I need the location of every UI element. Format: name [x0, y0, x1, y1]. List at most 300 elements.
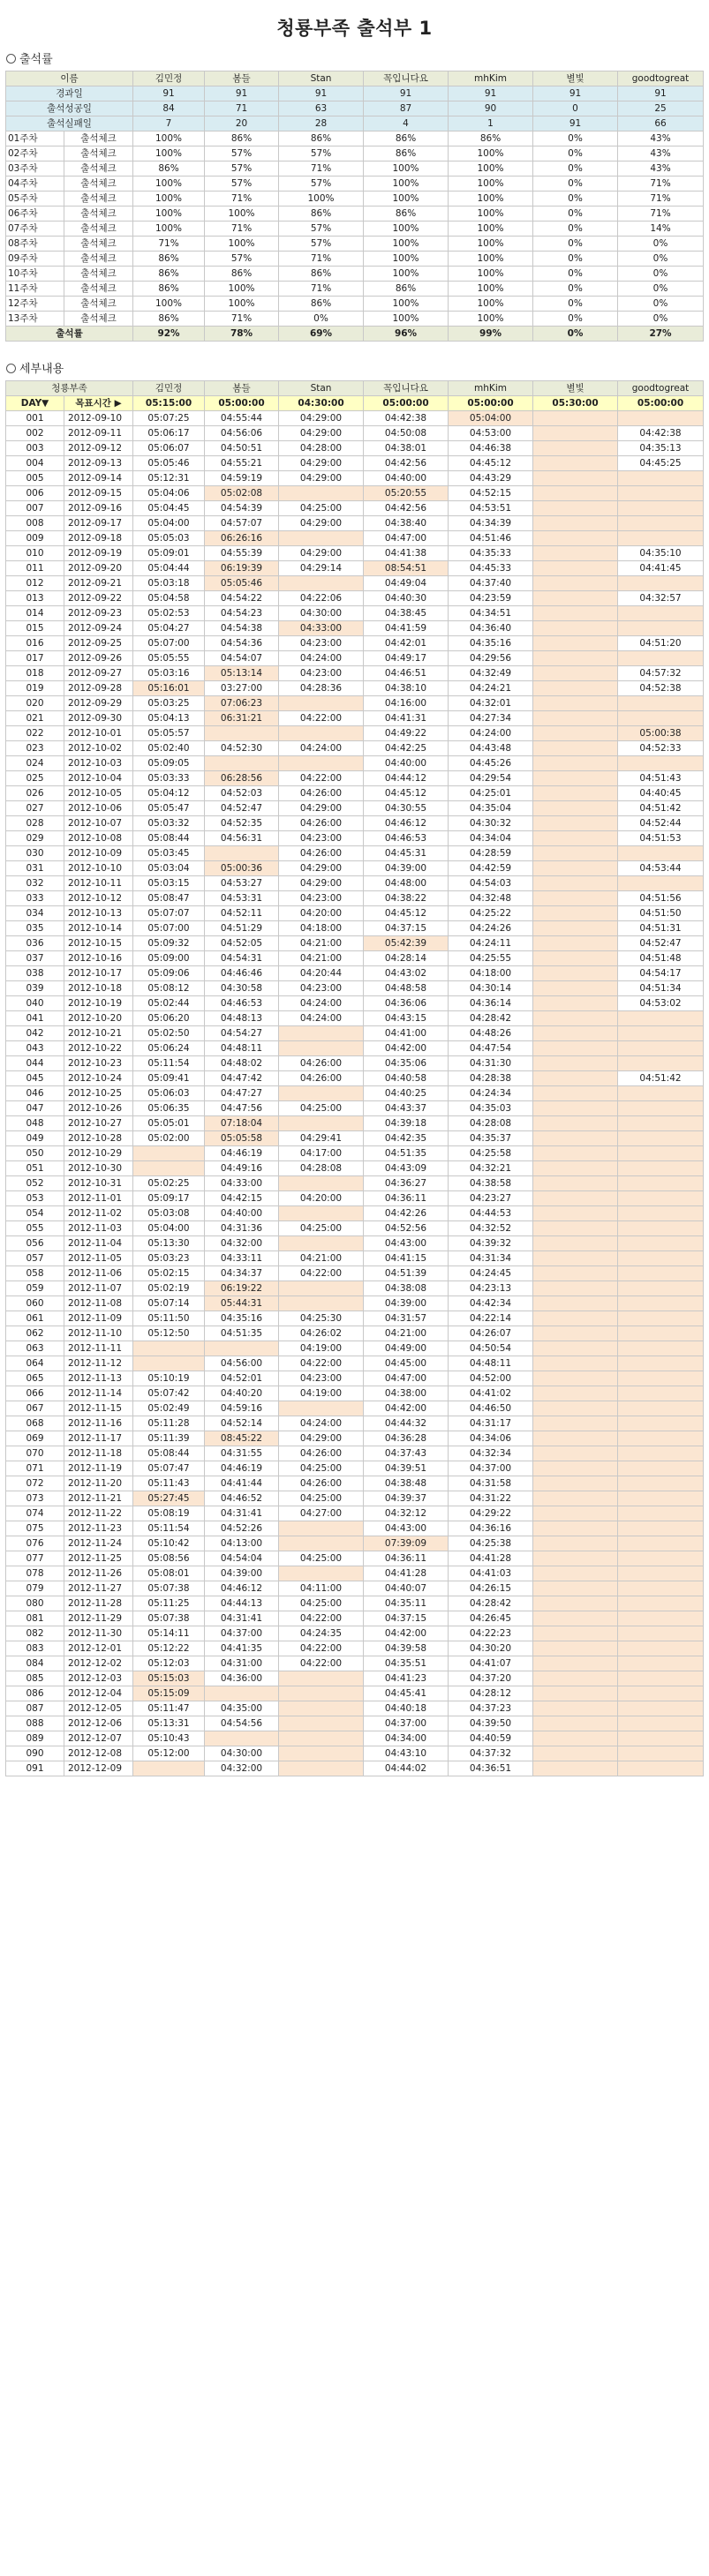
day-date: 2012-11-17 — [64, 1431, 133, 1446]
week-rate: 71% — [205, 312, 279, 327]
wake-time-cell: 04:43:10 — [364, 1746, 449, 1761]
wake-time-cell — [618, 1221, 704, 1236]
week-row — [6, 312, 704, 327]
wake-time-cell: 04:45:33 — [449, 561, 533, 576]
day-number: 034 — [6, 906, 64, 921]
wake-time-cell — [618, 651, 704, 666]
week-rate: 86% — [279, 267, 364, 282]
wake-time-cell — [533, 546, 618, 561]
wake-time-cell: 04:36:28 — [364, 1431, 449, 1446]
wake-time-cell — [533, 981, 618, 996]
day-row — [6, 1446, 704, 1461]
wake-time-cell: 04:38:08 — [364, 1281, 449, 1296]
wake-time-cell — [533, 441, 618, 456]
wake-time-cell: 04:28:42 — [449, 1596, 533, 1611]
week-rate: 100% — [205, 207, 279, 222]
day-row — [6, 1356, 704, 1371]
wake-time-cell — [533, 1341, 618, 1356]
wake-time-cell — [279, 1701, 364, 1716]
wake-time-cell — [205, 846, 279, 861]
wake-time-cell: 05:05:01 — [133, 1116, 205, 1131]
day-row — [6, 456, 704, 471]
wake-time-cell: 04:25:00 — [279, 1596, 364, 1611]
wake-time-cell: 04:36:27 — [364, 1176, 449, 1191]
wake-time-cell: 04:24:21 — [449, 681, 533, 696]
wake-time-cell: 04:46:52 — [205, 1491, 279, 1506]
wake-time-cell: 04:30:00 — [279, 606, 364, 621]
wake-time-cell: 04:31:41 — [205, 1611, 279, 1626]
wake-time-cell — [618, 1641, 704, 1656]
summary-header-member: 봄들 — [205, 71, 279, 86]
wake-time-cell: 04:49:22 — [364, 726, 449, 741]
day-number: 087 — [6, 1701, 64, 1716]
wake-time-cell — [618, 1326, 704, 1341]
day-date: 2012-09-12 — [64, 441, 133, 456]
wake-time-cell: 05:08:56 — [133, 1551, 205, 1566]
week-rate: 71% — [279, 252, 364, 267]
day-date: 2012-10-12 — [64, 891, 133, 906]
day-row — [6, 771, 704, 786]
goal-time-cell: 05:00:00 — [449, 396, 533, 411]
day-row — [6, 1641, 704, 1656]
wake-time-cell: 04:24:35 — [279, 1626, 364, 1641]
stat-value: 91 — [618, 86, 704, 101]
circle-bullet-icon — [6, 364, 16, 373]
wake-time-cell — [533, 1221, 618, 1236]
wake-time-cell — [279, 1176, 364, 1191]
week-rate: 71% — [618, 192, 704, 207]
total-rate-value: 92% — [133, 327, 205, 342]
day-number: 017 — [6, 651, 64, 666]
wake-time-cell: 04:42:00 — [364, 1626, 449, 1641]
day-number: 038 — [6, 966, 64, 981]
total-rate-row — [6, 327, 704, 342]
day-row — [6, 906, 704, 921]
wake-time-cell — [533, 1536, 618, 1551]
day-date: 2012-09-26 — [64, 651, 133, 666]
day-row — [6, 1341, 704, 1356]
wake-time-cell: 08:54:51 — [364, 561, 449, 576]
stat-value: 91 — [133, 86, 205, 101]
wake-time-cell — [533, 1611, 618, 1626]
wake-time-cell: 05:02:44 — [133, 996, 205, 1011]
day-date: 2012-11-21 — [64, 1491, 133, 1506]
wake-time-cell: 04:25:00 — [279, 1461, 364, 1476]
day-row — [6, 1671, 704, 1686]
wake-time-cell: 05:02:15 — [133, 1266, 205, 1281]
wake-time-cell: 04:43:00 — [364, 1236, 449, 1251]
wake-time-cell — [618, 1341, 704, 1356]
week-rate: 100% — [364, 252, 449, 267]
day-date: 2012-10-20 — [64, 1011, 133, 1026]
week-rate: 100% — [279, 192, 364, 207]
wake-time-cell: 04:43:15 — [364, 1011, 449, 1026]
wake-time-cell — [618, 756, 704, 771]
week-type: 출석체크 — [64, 252, 133, 267]
week-rate: 43% — [618, 161, 704, 176]
wake-time-cell — [279, 1671, 364, 1686]
wake-time-cell — [279, 1086, 364, 1101]
wake-time-cell — [533, 966, 618, 981]
day-date: 2012-09-13 — [64, 456, 133, 471]
wake-time-cell — [618, 531, 704, 546]
week-rate: 71% — [205, 222, 279, 237]
wake-time-cell: 04:41:59 — [364, 621, 449, 636]
week-label: 01주차 — [6, 131, 64, 146]
wake-time-cell: 04:26:00 — [279, 1056, 364, 1071]
day-date: 2012-11-01 — [64, 1191, 133, 1206]
day-row — [6, 561, 704, 576]
week-rate: 100% — [133, 297, 205, 312]
stat-value: 91 — [533, 86, 618, 101]
wake-time-cell: 04:52:38 — [618, 681, 704, 696]
wake-time-cell: 04:50:51 — [205, 441, 279, 456]
day-date: 2012-12-07 — [64, 1731, 133, 1746]
wake-time-cell: 05:07:00 — [133, 921, 205, 936]
week-row — [6, 237, 704, 252]
stat-value: 28 — [279, 116, 364, 131]
wake-time-cell: 04:24:00 — [279, 1011, 364, 1026]
wake-time-cell: 05:04:27 — [133, 621, 205, 636]
wake-time-cell: 05:42:39 — [364, 936, 449, 951]
week-rate: 100% — [205, 282, 279, 297]
wake-time-cell: 06:19:39 — [205, 561, 279, 576]
day-number: 013 — [6, 591, 64, 606]
wake-time-cell — [618, 1581, 704, 1596]
wake-time-cell: 05:10:43 — [133, 1731, 205, 1746]
day-number: 024 — [6, 756, 64, 771]
day-row — [6, 1371, 704, 1386]
day-date: 2012-10-01 — [64, 726, 133, 741]
wake-time-cell — [279, 486, 364, 501]
wake-time-cell — [618, 1371, 704, 1386]
week-rate: 0% — [279, 312, 364, 327]
wake-time-cell — [533, 1566, 618, 1581]
day-number: 076 — [6, 1536, 64, 1551]
wake-time-cell: 05:03:18 — [133, 576, 205, 591]
day-date: 2012-10-28 — [64, 1131, 133, 1146]
week-row — [6, 146, 704, 161]
wake-time-cell — [533, 1746, 618, 1761]
wake-time-cell: 05:15:03 — [133, 1671, 205, 1686]
day-number: 048 — [6, 1116, 64, 1131]
wake-time-cell — [533, 456, 618, 471]
wake-time-cell: 04:17:00 — [279, 1146, 364, 1161]
wake-time-cell: 04:36:11 — [364, 1191, 449, 1206]
wake-time-cell: 04:31:22 — [449, 1491, 533, 1506]
day-number: 042 — [6, 1026, 64, 1041]
day-number: 004 — [6, 456, 64, 471]
wake-time-cell: 04:32:49 — [449, 666, 533, 681]
wake-time-cell: 04:37:43 — [364, 1446, 449, 1461]
wake-time-cell: 04:28:38 — [449, 1071, 533, 1086]
wake-time-cell: 04:29:00 — [279, 1431, 364, 1446]
day-row — [6, 1011, 704, 1026]
day-number: 018 — [6, 666, 64, 681]
wake-time-cell: 04:26:00 — [279, 1071, 364, 1086]
wake-time-cell: 04:31:55 — [205, 1446, 279, 1461]
wake-time-cell: 07:39:09 — [364, 1536, 449, 1551]
wake-time-cell — [618, 1521, 704, 1536]
week-label: 09주차 — [6, 252, 64, 267]
day-sort-toggle[interactable]: DAY▼ — [6, 396, 64, 411]
wake-time-cell — [618, 1026, 704, 1041]
day-number: 066 — [6, 1386, 64, 1401]
wake-time-cell: 04:29:00 — [279, 471, 364, 486]
day-date: 2012-10-14 — [64, 921, 133, 936]
wake-time-cell: 04:37:20 — [449, 1671, 533, 1686]
total-rate-value: 0% — [533, 327, 618, 342]
day-row — [6, 1656, 704, 1671]
wake-time-cell — [618, 1611, 704, 1626]
wake-time-cell: 04:32:57 — [618, 591, 704, 606]
wake-time-cell: 04:28:36 — [279, 681, 364, 696]
wake-time-cell: 04:42:56 — [364, 456, 449, 471]
day-number: 029 — [6, 831, 64, 846]
wake-time-cell: 04:28:08 — [279, 1161, 364, 1176]
day-number: 052 — [6, 1176, 64, 1191]
wake-time-cell: 04:28:12 — [449, 1686, 533, 1701]
day-row — [6, 936, 704, 951]
day-date: 2012-11-02 — [64, 1206, 133, 1221]
wake-time-cell: 04:54:23 — [205, 606, 279, 621]
week-row — [6, 267, 704, 282]
wake-time-cell: 04:24:26 — [449, 921, 533, 936]
wake-time-cell: 04:47:42 — [205, 1071, 279, 1086]
wake-time-cell: 04:23:00 — [279, 891, 364, 906]
wake-time-cell: 04:31:41 — [205, 1506, 279, 1521]
wake-time-cell — [618, 1236, 704, 1251]
day-date: 2012-12-08 — [64, 1746, 133, 1761]
day-date: 2012-09-21 — [64, 576, 133, 591]
wake-time-cell: 04:46:38 — [449, 441, 533, 456]
day-row — [6, 681, 704, 696]
wake-time-cell — [533, 636, 618, 651]
summary-header-member: 김민정 — [133, 71, 205, 86]
wake-time-cell: 04:34:00 — [364, 1731, 449, 1746]
day-date: 2012-10-30 — [64, 1161, 133, 1176]
wake-time-cell: 04:43:02 — [364, 966, 449, 981]
summary-header-member: mhKim — [449, 71, 533, 86]
wake-time-cell — [533, 1356, 618, 1371]
day-number: 086 — [6, 1686, 64, 1701]
wake-time-cell: 04:52:35 — [205, 816, 279, 831]
wake-time-cell: 04:42:26 — [364, 1206, 449, 1221]
day-date: 2012-12-01 — [64, 1641, 133, 1656]
day-date: 2012-11-22 — [64, 1506, 133, 1521]
wake-time-cell — [533, 1056, 618, 1071]
wake-time-cell — [533, 411, 618, 426]
wake-time-cell — [533, 1251, 618, 1266]
wake-time-cell — [618, 1131, 704, 1146]
wake-time-cell: 04:23:00 — [279, 1371, 364, 1386]
wake-time-cell: 04:21:00 — [279, 951, 364, 966]
day-number: 081 — [6, 1611, 64, 1626]
day-number: 049 — [6, 1131, 64, 1146]
day-date: 2012-10-16 — [64, 951, 133, 966]
day-date: 2012-09-30 — [64, 711, 133, 726]
day-number: 001 — [6, 411, 64, 426]
week-rate: 0% — [618, 282, 704, 297]
wake-time-cell: 04:41:23 — [364, 1671, 449, 1686]
wake-time-cell: 04:46:19 — [205, 1461, 279, 1476]
wake-time-cell: 05:04:58 — [133, 591, 205, 606]
day-row — [6, 726, 704, 741]
wake-time-cell: 08:45:22 — [205, 1431, 279, 1446]
day-date: 2012-12-06 — [64, 1716, 133, 1731]
wake-time-cell: 04:49:00 — [364, 1341, 449, 1356]
week-rate: 100% — [449, 282, 533, 297]
wake-time-cell: 04:23:13 — [449, 1281, 533, 1296]
week-rate: 86% — [133, 252, 205, 267]
day-row — [6, 1386, 704, 1401]
day-date: 2012-10-22 — [64, 1041, 133, 1056]
week-rate: 86% — [133, 282, 205, 297]
day-date: 2012-09-22 — [64, 591, 133, 606]
day-number: 030 — [6, 846, 64, 861]
day-row — [6, 996, 704, 1011]
day-date: 2012-11-26 — [64, 1566, 133, 1581]
wake-time-cell — [533, 1506, 618, 1521]
wake-time-cell: 04:39:00 — [364, 861, 449, 876]
day-row — [6, 1566, 704, 1581]
week-rate: 100% — [364, 161, 449, 176]
wake-time-cell: 05:05:58 — [205, 1131, 279, 1146]
goal-time-cell: 05:00:00 — [205, 396, 279, 411]
day-row — [6, 1086, 704, 1101]
wake-time-cell: 04:29:00 — [279, 546, 364, 561]
wake-time-cell: 04:51:34 — [618, 981, 704, 996]
summary-section-label — [6, 53, 709, 67]
week-type: 출석체크 — [64, 282, 133, 297]
wake-time-cell: 04:56:31 — [205, 831, 279, 846]
wake-time-cell: 05:07:25 — [133, 411, 205, 426]
detail-table — [5, 380, 704, 1776]
wake-time-cell — [205, 1341, 279, 1356]
wake-time-cell: 04:53:31 — [205, 891, 279, 906]
wake-time-cell: 04:45:25 — [618, 456, 704, 471]
day-number: 022 — [6, 726, 64, 741]
wake-time-cell — [533, 426, 618, 441]
wake-time-cell — [533, 1191, 618, 1206]
wake-time-cell — [533, 1371, 618, 1386]
day-number: 089 — [6, 1731, 64, 1746]
wake-time-cell: 05:11:47 — [133, 1701, 205, 1716]
day-date: 2012-11-09 — [64, 1311, 133, 1326]
goal-time-cell: 05:15:00 — [133, 396, 205, 411]
day-row — [6, 531, 704, 546]
wake-time-cell — [533, 1086, 618, 1101]
wake-time-cell: 05:09:41 — [133, 1071, 205, 1086]
wake-time-cell: 04:47:00 — [364, 1371, 449, 1386]
wake-time-cell: 04:29:14 — [279, 561, 364, 576]
wake-time-cell: 04:27:00 — [279, 1506, 364, 1521]
day-row — [6, 951, 704, 966]
day-date: 2012-10-13 — [64, 906, 133, 921]
wake-time-cell: 04:37:23 — [449, 1701, 533, 1716]
day-date: 2012-10-31 — [64, 1176, 133, 1191]
wake-time-cell: 04:48:11 — [449, 1356, 533, 1371]
week-label: 05주차 — [6, 192, 64, 207]
wake-time-cell: 04:35:37 — [449, 1131, 533, 1146]
wake-time-cell — [533, 1701, 618, 1716]
day-date: 2012-10-24 — [64, 1071, 133, 1086]
week-rate: 100% — [133, 207, 205, 222]
week-type: 출석체크 — [64, 267, 133, 282]
day-date: 2012-11-24 — [64, 1536, 133, 1551]
wake-time-cell — [618, 576, 704, 591]
wake-time-cell: 04:24:00 — [279, 651, 364, 666]
wake-time-cell: 04:43:37 — [364, 1101, 449, 1116]
wake-time-cell: 04:40:20 — [205, 1386, 279, 1401]
wake-time-cell — [618, 516, 704, 531]
week-row — [6, 131, 704, 146]
day-date: 2012-10-11 — [64, 876, 133, 891]
wake-time-cell: 04:29:00 — [279, 801, 364, 816]
day-date: 2012-11-05 — [64, 1251, 133, 1266]
wake-time-cell: 04:53:00 — [449, 426, 533, 441]
wake-time-cell — [279, 1236, 364, 1251]
summary-stat-row — [6, 86, 704, 101]
day-date: 2012-11-18 — [64, 1446, 133, 1461]
day-number: 019 — [6, 681, 64, 696]
wake-time-cell — [533, 681, 618, 696]
wake-time-cell — [618, 1686, 704, 1701]
wake-time-cell: 04:29:22 — [449, 1506, 533, 1521]
week-rate: 100% — [449, 222, 533, 237]
wake-time-cell — [533, 951, 618, 966]
week-rate: 0% — [618, 267, 704, 282]
wake-time-cell — [618, 1716, 704, 1731]
wake-time-cell — [279, 576, 364, 591]
day-row — [6, 891, 704, 906]
wake-time-cell — [533, 1296, 618, 1311]
day-date: 2012-11-12 — [64, 1356, 133, 1371]
week-rate: 100% — [449, 312, 533, 327]
wake-time-cell — [533, 816, 618, 831]
wake-time-cell — [533, 1761, 618, 1776]
wake-time-cell: 04:42:34 — [449, 1296, 533, 1311]
wake-time-cell — [533, 486, 618, 501]
wake-time-cell: 04:32:21 — [449, 1161, 533, 1176]
wake-time-cell: 04:51:50 — [618, 906, 704, 921]
wake-time-cell: 04:24:00 — [279, 741, 364, 756]
wake-time-cell: 04:31:57 — [364, 1311, 449, 1326]
wake-time-cell: 05:03:33 — [133, 771, 205, 786]
week-rate: 100% — [449, 297, 533, 312]
wake-time-cell — [533, 1041, 618, 1056]
wake-time-cell — [533, 1311, 618, 1326]
wake-time-cell — [618, 1386, 704, 1401]
wake-time-cell: 04:35:10 — [618, 546, 704, 561]
wake-time-cell: 04:33:00 — [205, 1176, 279, 1191]
wake-time-cell: 05:44:31 — [205, 1296, 279, 1311]
wake-time-cell: 05:05:46 — [133, 456, 205, 471]
wake-time-cell — [618, 471, 704, 486]
wake-time-cell: 05:03:32 — [133, 816, 205, 831]
wake-time-cell: 04:42:00 — [364, 1041, 449, 1056]
wake-time-cell: 05:07:14 — [133, 1296, 205, 1311]
wake-time-cell — [618, 1506, 704, 1521]
total-rate-value: 96% — [364, 327, 449, 342]
wake-time-cell — [133, 1341, 205, 1356]
stat-value: 90 — [449, 101, 533, 116]
detail-header-tribe: 청룡부족 — [6, 381, 133, 396]
wake-time-cell: 04:40:18 — [364, 1701, 449, 1716]
wake-time-cell — [533, 1686, 618, 1701]
day-number: 064 — [6, 1356, 64, 1371]
day-date: 2012-09-17 — [64, 516, 133, 531]
